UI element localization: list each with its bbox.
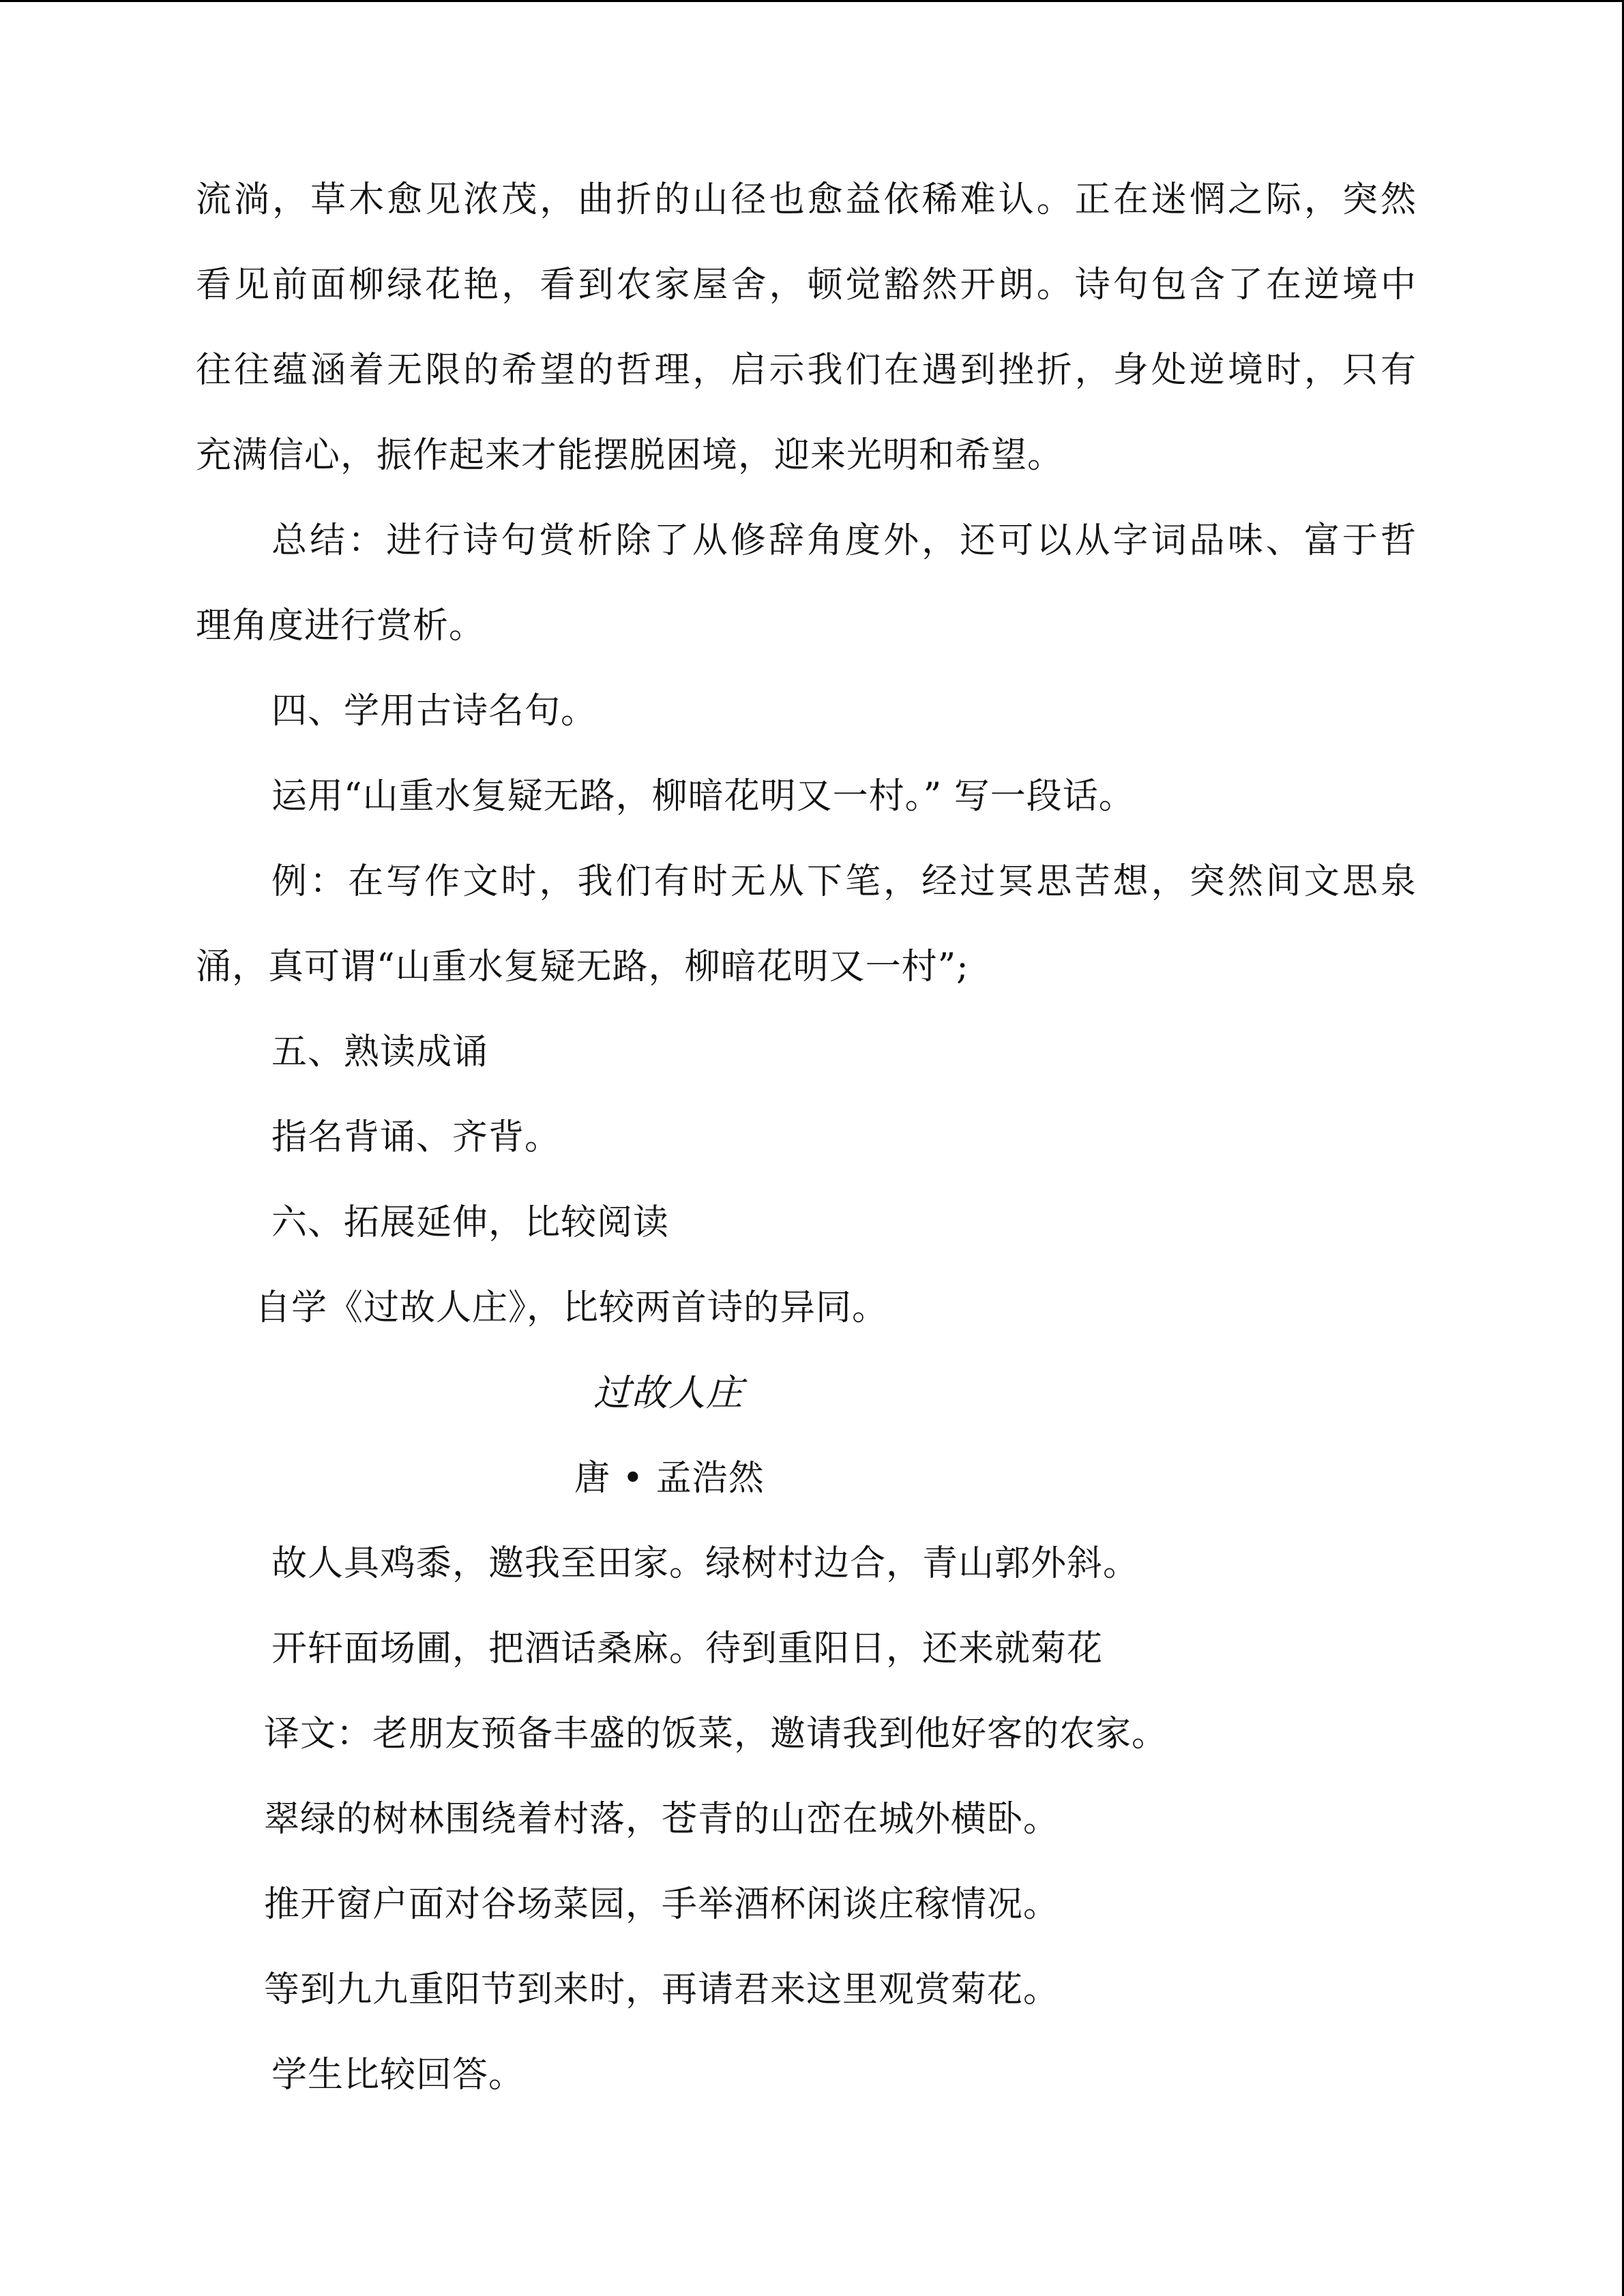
paragraph-line: 充满信心，振作起来才能摆脱困境，迎来光明和希望。 [196,435,1064,476]
paragraph-line: 流淌，草木愈见浓茂，曲折的山径也愈益依稀难认。正在迷惘之际，突然 [196,179,1417,220]
section-four-task: 运用“山重水复疑无路，柳暗花明又一村。” 写一段话。 [271,776,1135,817]
section-four-heading: 四、学用古诗名句。 [271,691,597,732]
translation-line: 等到九九重阳节到来时，再请君来这里观赏菊花。 [264,1969,1060,2010]
translation-line: 译文：老朋友预备丰盛的饭菜，邀请我到他好客的农家。 [264,1714,1168,1755]
paragraph-line: 看见前面柳绿花艳，看到农家屋舍，顿觉豁然开朗。诗句包含了在逆境中 [196,265,1417,305]
paragraph-line: 往往蕴涵着无限的希望的哲理，启示我们在遇到挫折，身处逆境时，只有 [196,350,1417,391]
closing-line: 学生比较回答。 [271,2055,525,2096]
section-five-task: 指名背诵、齐背。 [271,1117,561,1158]
poem-title: 过故人庄 [593,1371,743,1414]
section-six-heading: 六、拓展延伸，比较阅读 [271,1202,670,1243]
summary-line: 理角度进行赏析。 [196,606,486,646]
example-line: 例：在写作文时，我们有时无从下笔，经过冥思苦想，突然间文思泉 [271,861,1417,902]
section-five-heading: 五、熟读成诵 [271,1032,489,1073]
poem-author: 唐 • 孟浩然 [574,1458,765,1499]
translation-line: 翠绿的树林围绕着村落，苍青的山峦在城外横卧。 [264,1799,1060,1840]
poem-line: 开轩面场圃，把酒话桑麻。待到重阳日，还来就菊花 [271,1628,1104,1669]
summary-line: 总结：进行诗句赏析除了从修辞角度外，还可以从字词品味、富于哲 [271,520,1417,561]
translation-line: 推开窗户面对谷场菜园，手举酒杯闲谈庄稼情况。 [264,1884,1060,1925]
section-six-task: 自学《过故人庄》，比较两首诗的异同。 [255,1287,889,1328]
example-line: 涌，真可谓“山重水复疑无路，柳暗花明又一村”; [196,946,969,987]
poem-line: 故人具鸡黍，邀我至田家。绿树村边合，青山郭外斜。 [271,1543,1140,1584]
